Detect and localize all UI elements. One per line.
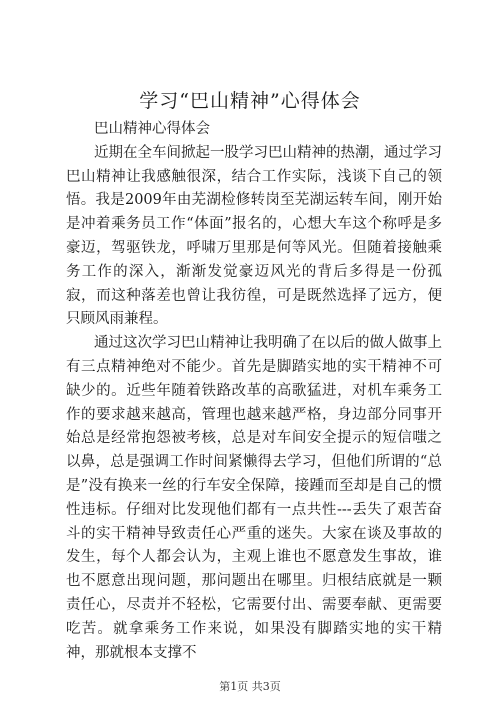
paragraph-1: 近期在全车间掀起一股学习巴山精神的热潮，通过学习巴山精神让我感触很深，结合工作实际，浅谈下自己的领悟。我是2009年由芜湖检修转岗至芜湖运转车间，刚开始是冲着乘务员工作“体面”报名的，心想大车这个称呼是多豪迈，驾驱铁龙，呼啸万里那是何等风光。但随着接触乘务工作的深入，渐渐发觉豪迈风光的背后多得是一份孤寂，而这种落差也曾让我彷徨，可是既然选择了远方，便只顾风雨兼程。	[66, 144, 442, 328]
document-body	[66, 118, 442, 665]
document-subtitle: 巴山精神心得体会	[94, 121, 210, 137]
paragraph-2: 通过这次学习巴山精神让我明确了在以后的做人做事上有三点精神绝对不能少。首先是脚踏实地的实干精神不可缺少的。近些年随着铁路改革的高歌猛进，对机车乘务工作的要求越来越高，管理也越来越严格，身边部分同事开始总是经常抱怨被考核，总是对车间安全提示的短信嗤之以鼻，总是强调工作时间紧懒得去学习，但他们所谓的“总是”没有换来一丝的行车安全保障，接踵而至却是自己的惯性违标。仔细对比发现他们都有一点共性---丢失了艰苦奋斗的实干精神导致责任心严重的迷失。大家在谈及事故的发生，每个人都会认为，主观上谁也不愿意发生事故，谁也不愿意出现问题，那问题出在哪里。归根结底就是一颗责任心，尽责并不轻松，它需要付出、需要奉献、更需要吃苦。就拿乘务工作来说，如果没有脚踏实地的实干精神，那就根本支撑不	[66, 335, 442, 661]
page-footer: 第1页 共3页	[219, 680, 281, 693]
document-title: 学习“巴山精神”心得体会	[139, 90, 361, 112]
